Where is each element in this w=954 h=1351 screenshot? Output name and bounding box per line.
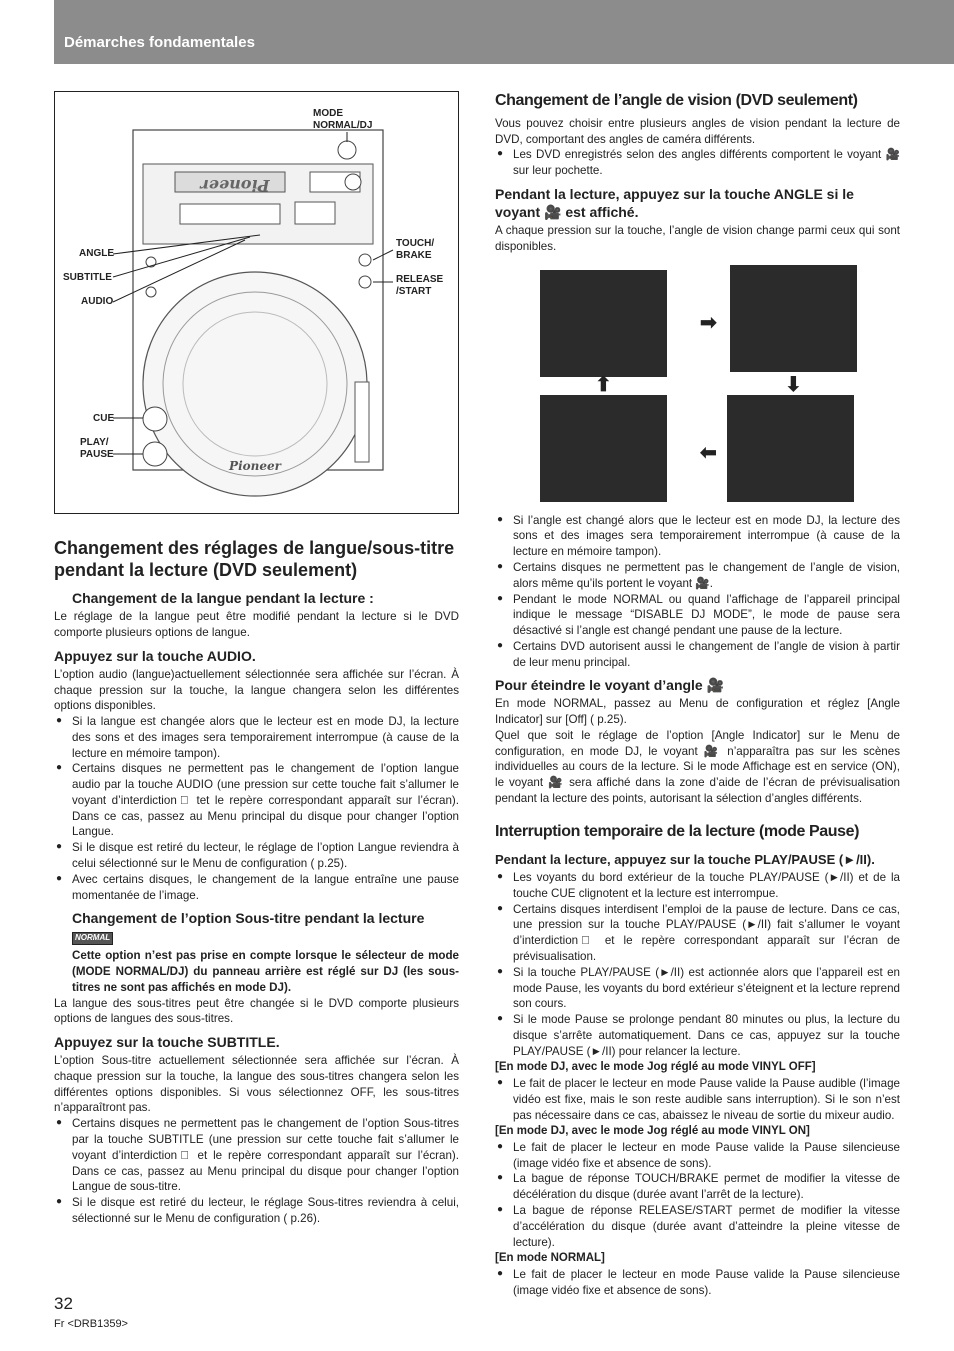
pause-section-title: Interruption temporaire de la lecture (mode Pause) [495, 821, 900, 843]
list-item: ● Le fait de placer le lecteur en mode Pause valide la Pause silencieuse (image vidéo fixe et absence de sons). [495, 1267, 900, 1299]
arrow-left-icon: ⬅ [700, 441, 717, 464]
normal-mode-bullets [495, 1267, 900, 1299]
angle-step-text: A chaque pression sur la touche, l’angle de vision change parmi ceux qui sont disponibles. [495, 224, 900, 253]
dj-vinyl-off-heading: [En mode DJ, avec le mode Jog réglé au mode VINYL OFF] [495, 1061, 816, 1074]
language-subheading: Changement de la langue pendant la lecture : [72, 590, 374, 607]
angle-view-4 [540, 395, 667, 502]
angle-view-3 [727, 395, 854, 502]
list-item: ● Si la langue est changée alors que le lecteur est en mode DJ, la lecture des sons et des images sera temporairement interrompue (à cause de la lecture en mémoire tampon). [54, 714, 459, 761]
label-touch-brake: TOUCH/ BRAKE [396, 238, 435, 261]
subtitle-step-text: L’option Sous-titre actuellement sélectionnée sera affichée sur l’écran. À chaque pression sur la touche, la langue des sous-titres changera selon les différentes options disponibles. Si vous sélectionnez OFF, les sous-titres n’apparaîtront pas. [54, 1054, 459, 1115]
label-play-pause: PLAY/ PAUSE [80, 437, 114, 460]
dj-vinyl-on-heading: [En mode DJ, avec le mode Jog réglé au mode VINYL ON] [495, 1125, 810, 1138]
angle-intro-bullets [495, 147, 900, 179]
right-column [495, 90, 900, 1298]
brand-logo: Pioneer [229, 459, 281, 473]
section-title: Démarches fondamentales [64, 34, 255, 51]
label-mode: MODE NORMAL/DJ [313, 108, 373, 131]
arrow-up-icon: ⬆ [595, 373, 612, 396]
arrow-down-icon: ⬇ [785, 373, 802, 396]
angle-step-title: Pendant la lecture, appuyez sur la touche ANGLE si le voyant 🎥 est affiché. [495, 185, 854, 220]
section-header [54, 0, 954, 64]
language-intro: Le réglage de la langue peut être modifié pendant la lecture si le DVD comporte plusieurs options de langue. [54, 610, 459, 639]
label-audio: AUDIO [81, 296, 114, 307]
list-item: ● La bague de réponse TOUCH/BRAKE permet de modifier la vitesse de décélération du disque (durée avant l’arrêt de la lecture). [495, 1171, 900, 1203]
dj-vinyl-on-bullets [495, 1140, 900, 1250]
list-item: ● Le fait de placer le lecteur en mode Pause valide la Pause audible (l’image vidéo est fixe, mais le son reste audible sans interruption). Si le son n’est pas nécessaire dans ce cas, abaissez le niveau de sortie du mixeur audio. [495, 1076, 900, 1123]
audio-bullets [54, 714, 459, 903]
subtitle-bullets [54, 1116, 459, 1226]
list-item: ● Si le disque est retiré du lecteur, le réglage Sous-titres reviendra à celui, sélectionné sur le Menu de configuration ( p.26). [54, 1195, 459, 1227]
list-item: ● Avec certains disques, le changement de la langue entraîne une pause momentanée de l’image. [54, 872, 459, 904]
label-release-start: RELEASE /START [396, 274, 444, 297]
angle-bullets [495, 513, 900, 671]
subtitle-step-title: Appuyez sur la touche SUBTITLE. [54, 1034, 280, 1051]
label-subtitle: SUBTITLE [63, 272, 112, 283]
angle-intro: Vous pouvez choisir entre plusieurs angles de vision pendant la lecture de DVD, comportant des angles de caméra différents. [495, 116, 900, 146]
normal-mode-badge: NORMAL [72, 932, 113, 945]
dj-vinyl-off-bullets [495, 1076, 900, 1123]
audio-step-text: L’option audio (langue)actuellement sélectionnée sera affichée sur l’écran. À chaque pression sur la touche, la langue changera selon les différentes options disponibles. [54, 667, 459, 713]
list-item: ● La bague de réponse RELEASE/START permet de modifier la vitesse d’accélération du disque (durée avant d’atteindre la pleine vitesse de lecture). [495, 1203, 900, 1250]
angle-off-title: Pour éteindre le voyant d’angle 🎥 [495, 677, 725, 694]
list-item: ● Si le disque est retiré du lecteur, le réglage de l’option Langue reviendra à celui sélectionné sur le Menu de configuration ( p.25). [54, 840, 459, 872]
pause-bullets [495, 870, 900, 1059]
subtitle-notice: Cette option n’est pas prise en compte lorsque le sélecteur de mode (MODE NORMAL/DJ) du panneau arrière est réglé sur DJ (les sous-titres ne sont pas affichés en mode DJ). [72, 949, 459, 994]
angle-off-text-2: Quel que soit le réglage de l’option [Angle Indicator] sur le Menu de configuration, en mode DJ, le voyant 🎥 n’apparaîtra pas sur les scènes individuelles au cours de la lecture. Si le mode Affichage est en service (ON), le voyant 🎥 sera affiché dans la zone d’aide de l’écran de prévisualisation pendant la lecture des points, autorisant la sélection d’angles différents. [495, 728, 900, 805]
angle-view-2 [730, 265, 857, 372]
angle-view-1 [540, 270, 667, 377]
document-code: Fr <DRB1359> [54, 1318, 128, 1330]
subtitle-subheading-text: Changement de l’option Sous-titre pendant la lecture [72, 910, 425, 927]
page-number: 32 [54, 1294, 73, 1313]
list-item: ● Si le mode Pause se prolonge pendant 80 minutes ou plus, la lecture du disque s’arrête automatiquement. Dans ce cas, appuyez sur la touche PLAY/PAUSE (►/II) pour relancer la lecture. [495, 1012, 900, 1059]
list-item: ● Certains disques ne permettent pas le changement de l’angle de vision, alors même qu’ils portent le voyant 🎥. [495, 560, 900, 592]
angle-off-text-1: En mode NORMAL, passez au Menu de configuration et réglez [Angle Indicator] sur [Off] ( p.25). [495, 697, 900, 727]
pause-step-title: Pendant la lecture, appuyez sur la touche PLAY/PAUSE (►/II). [495, 851, 875, 867]
arrow-right-icon: ➡ [700, 311, 717, 334]
language-section-title: Changement des réglages de langue/sous-titre pendant la lecture (DVD seulement) [54, 538, 459, 581]
brand-logo-top: Pioneer [200, 176, 270, 195]
angle-section-title: Changement de l’angle de vision (DVD seulement) [495, 90, 900, 112]
list-item: ● Les voyants du bord extérieur de la touche PLAY/PAUSE (►/II) et de la touche CUE clignotent et la lecture est interrompue. [495, 870, 900, 902]
subtitle-intro: La langue des sous-titres peut être changée si le DVD comporte plusieurs options de langues des sous-titres. [54, 996, 459, 1026]
player-diagram [54, 91, 459, 514]
list-item: ● Le fait de placer le lecteur en mode Pause valide la Pause silencieuse (image vidéo fixe et absence de sons). [495, 1140, 900, 1172]
list-item: ● Si la touche PLAY/PAUSE (►/II) est actionnée alors que l’appareil est en mode Pause, les voyants du bord extérieur s’éteignent et la lecture reprend son cours. [495, 965, 900, 1012]
list-item: ● Les DVD enregistrés selon des angles différents comportent le voyant 🎥 sur leur pochette. [495, 147, 900, 179]
angle-illustrations [495, 265, 900, 505]
list-item: ● Certains disques interdisent l’emploi de la pause de lecture. Dans ce cas, une pression sur la touche PLAY/PAUSE (►/II) fait s’allumer le voyant d’interdiction ⃠ et le repère correspondant apparaît sur l’écran de prévisualisation. [495, 902, 900, 965]
subtitle-subheading [54, 909, 459, 947]
list-item: ● Si l’angle est changé alors que le lecteur est en mode DJ, la lecture des sons et des images sera temporairement interrompue (à cause de la lecture en mémoire tampon). [495, 513, 900, 560]
audio-step-title: Appuyez sur la touche AUDIO. [54, 647, 256, 664]
list-item: ● Certains disques ne permettent pas le changement de l’option Sous-titres par la touche SUBTITLE (une pression sur cette touche fait s’allumer le voyant d’interdiction ⃠ et le repère correspondant apparaît sur l’écran). Dans ce cas, passez au Menu principal du disque pour changer l’option Langue de sous-titre. [54, 1116, 459, 1195]
list-item: ● Certains DVD autorisent aussi le changement de l’angle de vision à partir de leur menu principal. [495, 639, 900, 671]
list-item: ● Pendant le mode NORMAL ou quand l’affichage de l’appareil principal indique le message “DISABLE DJ MODE”, le mode de pause sera désactivé si l’angle est changé pendant une pause de la lecture. [495, 592, 900, 639]
label-cue: CUE [93, 413, 115, 424]
list-item: ● Certains disques ne permettent pas le changement de l’option langue audio par la touche AUDIO (une pression sur cette touche fait s’allumer le voyant d’interdiction ⃠ tet le repère correspondant apparaît sur l’écran). Dans ce cas, passez au Menu principal du disque pour changer l’option Langue. [54, 761, 459, 840]
normal-mode-heading: [En mode NORMAL] [495, 1252, 605, 1265]
label-angle: ANGLE [79, 248, 114, 259]
left-column [54, 538, 459, 1227]
